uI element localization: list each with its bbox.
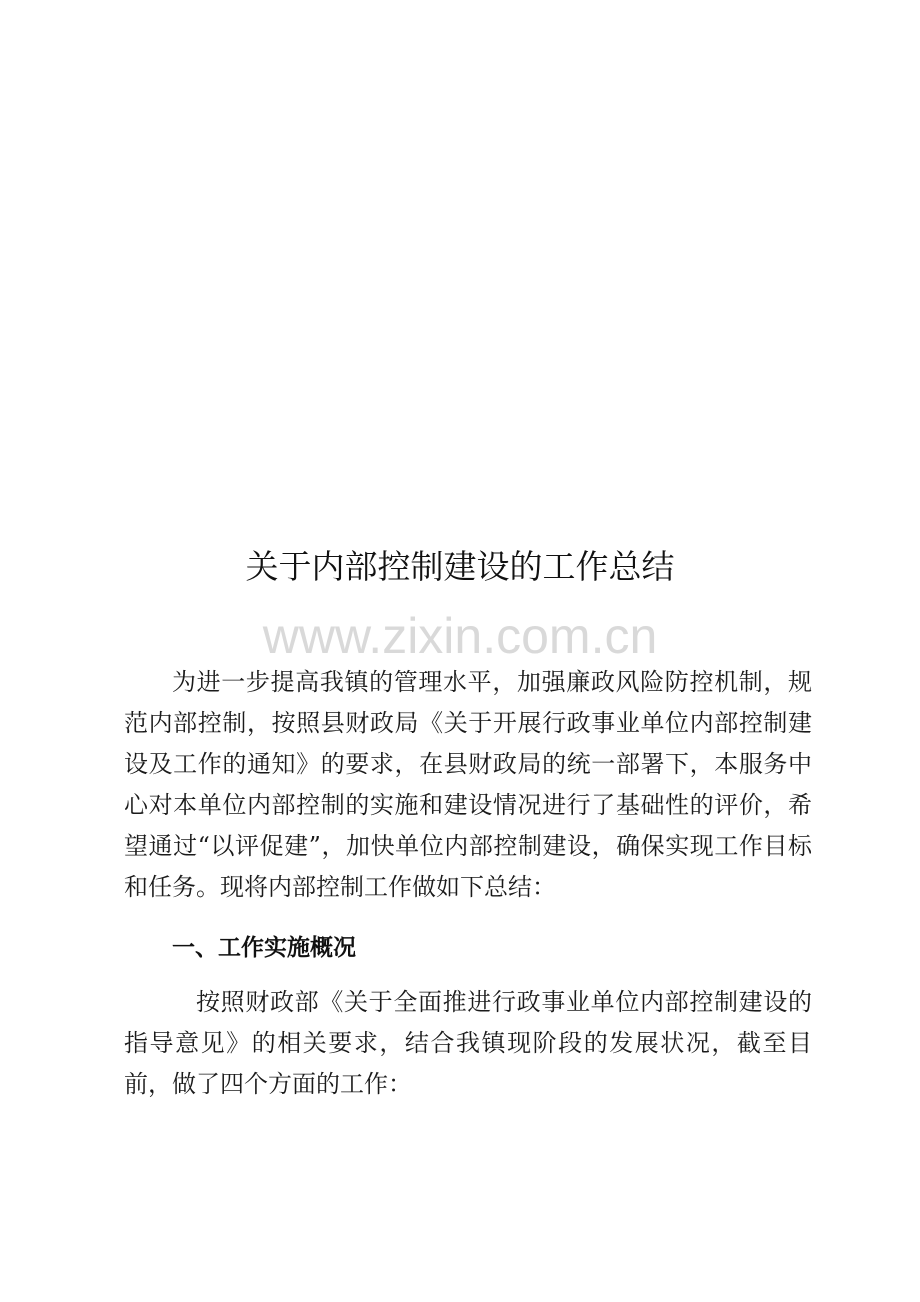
watermark-text: www.zixin.com.cn [262, 608, 658, 664]
section-heading: 一、工作实施概况 [172, 935, 356, 961]
intro-paragraph: 为进一步提高我镇的管理水平，加强廉政风险防控机制，规范内部控制，按照县财政局《关于开展行政事业单位内部控制建设及工作的通知》的要求，在县财政局的统一部署下，本服务中心对本单位内部控制的实施和建设情况进行了基础性的评价，希望通过“以评促建”，加快单位内部控制建设，确保实现工作目标和任务。现将内部控制工作做如下总结： [124, 668, 812, 901]
body-paragraph: 按照财政部《关于全面推进行政事业单位内部控制建设的指导意见》的相关要求，结合我镇现阶段的发展状况，截至目前，做了四个方面的工作： [124, 988, 812, 1098]
document-title: 关于内部控制建设的工作总结 [245, 547, 675, 586]
